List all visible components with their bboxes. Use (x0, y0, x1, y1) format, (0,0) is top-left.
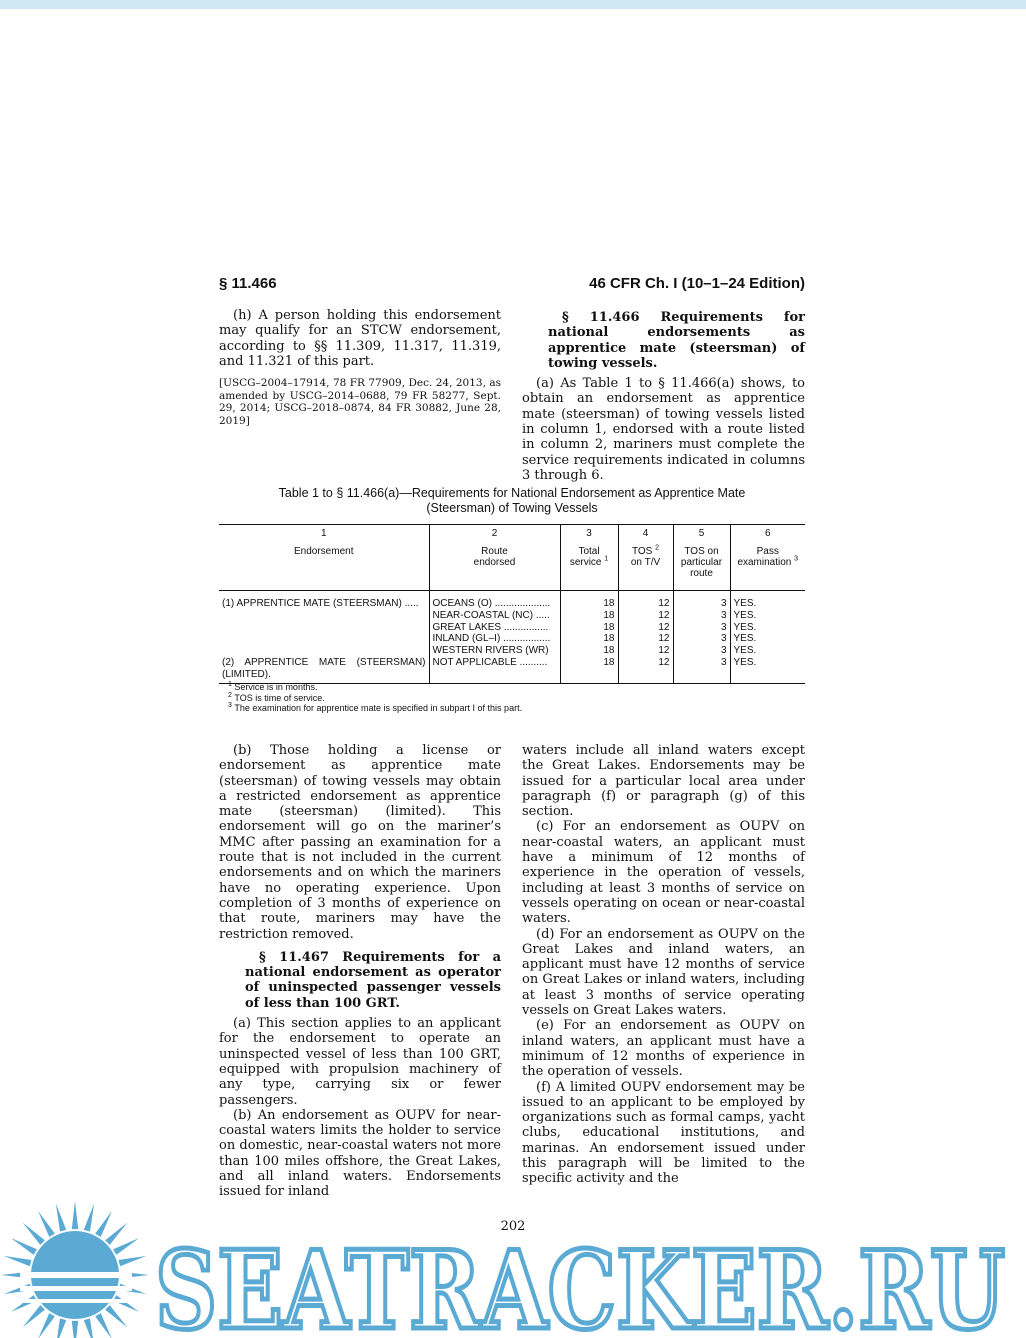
running-head-section: § 11.466 (219, 275, 277, 292)
spacer (222, 610, 426, 622)
top-bar (0, 0, 1026, 9)
sun-icon (1, 1201, 149, 1338)
exam-cell (730, 591, 805, 684)
sun-ray (56, 1204, 66, 1232)
route: OCEANS (O) .................... (432, 598, 551, 609)
exam: YES. (733, 633, 757, 645)
tos-tv-cell (618, 591, 673, 684)
exam: YES. (733, 621, 757, 633)
citation: [USCG–2004–17914, 78 FR 77909, Dec. 24, 2013, as amended by USCG–2014–0688, 79 FR 58277, Sept. 29, 2014; USCG–2018–0874, 84 FR 30882, June 28, 2019] (219, 377, 501, 427)
sun-ray (72, 1201, 78, 1229)
endorsement-1: (1) APPRENTICE MATE (STEERSMAN) ..... (222, 598, 419, 609)
footnote-text: The examination for apprentice mate is specified in subpart I of this part. (234, 703, 523, 713)
sun-ray (38, 1211, 55, 1237)
paragraph-b-11-466: (b) Those holding a license or endorsement as apprentice mate (steersman) of towing vessels may obtain a restricted endorsement as apprentice mate (steersman) (limited). This endorsement will go on the mariner’s MMC after passing an examination for a route that is not included in the current endorsements and on which the mariners have no operating experience. Upon completion of 3 months of experience on that route, mariners may have the restriction removed. (219, 743, 501, 942)
route: WESTERN RIVERS (WR) (432, 645, 549, 657)
total-service: 18 (603, 645, 615, 657)
footnote-text: TOS is time of service. (234, 692, 325, 703)
paragraph-a-11-467: (a) This section applies to an applicant for the endorsement to operate an uninspected vessel of less than 100 GRT, equipped with propulsion machinery of any type, carrying six or fewer passengers. (219, 1016, 501, 1108)
column-number-row (219, 525, 805, 545)
header-total-service (560, 544, 618, 591)
paragraph-f: (f) A limited OUPV endorsement may be issued to an applicant to be employed by organizations such as formal camps, yacht clubs, educational institutions, and marinas. An endorsement issued under this paragraph will be limited to the specific activity and the (522, 1079, 805, 1187)
section-heading-11-466: § 11.466 Requirements for national endorsements as apprentice mate (steersman) of towing vessels. (548, 310, 805, 371)
sun-ray (11, 1295, 37, 1312)
paragraph-c: (c) For an endorsement as OUPV on near-coastal waters, an applicant must have a minimum of 12 months of experience in the operation of vessels, including at least 3 months of service on vessels operating on ocean or near-coastal waters. (522, 819, 805, 927)
spacer (222, 622, 426, 634)
footnote-mark: 1 (228, 681, 232, 688)
continued-paragraph: waters include all inland waters except the Great Lakes. Endorsements may be issued for a particular local area under paragraph (f) or paragraph (g) of this section. (522, 743, 805, 820)
table-footnotes (228, 682, 522, 714)
section-heading-11-467: § 11.467 Requirements for a national endorsement as operator of uninspected passenger vessels of less than 100 GRT. (245, 949, 501, 1011)
tos-route: 3 (720, 609, 727, 621)
footnote (228, 693, 522, 704)
footnote-mark: 2 (228, 691, 232, 699)
total-service-cell (560, 591, 618, 684)
tos-tv: 12 (658, 598, 670, 609)
tos-route: 3 (720, 645, 727, 657)
sun-ray (23, 1223, 45, 1245)
footnote-mark: 3 (794, 555, 799, 563)
paragraph-d: (d) For an endorsement as OUPV on the Great Lakes and inland waters, an applicant must have 12 months of service on Great Lakes or inland waters, including at least 3 months of service operating vessels on Great Lakes waters. (522, 926, 805, 1019)
sun-ray (95, 1313, 112, 1338)
header-text: TOS on (684, 546, 719, 557)
spacer (222, 645, 426, 657)
paragraph-e: (e) For an endorsement as OUPV on inland waters, an applicant must have a minimum of 12 months of experience in the operation of vessels. (522, 1018, 805, 1080)
header-text: Endorsement (294, 546, 354, 557)
requirements-table (219, 524, 805, 684)
exam: YES. (733, 609, 757, 621)
route: NEAR-COASTAL (NC) ..... (432, 609, 550, 621)
upper-left-column (219, 308, 501, 427)
endorsement-cell (219, 591, 429, 684)
horizon-stripe (20, 1299, 132, 1303)
table-title (219, 486, 805, 516)
spacer (222, 633, 426, 645)
total-service: 18 (603, 598, 615, 609)
header-tos-tv (618, 544, 673, 591)
tos-tv: 12 (658, 645, 670, 657)
exam: YES. (733, 656, 757, 668)
total-service: 18 (603, 656, 615, 668)
exam: YES. (733, 645, 757, 657)
route: GREAT LAKES ................ (432, 621, 549, 633)
footnote-text: Service is in months. (234, 682, 318, 692)
sun-ray (84, 1318, 94, 1338)
sun-ray (118, 1256, 146, 1266)
route: INLAND (GL–I) ................. (432, 633, 551, 645)
paragraph-h: (h) A person holding this endorsement may qualify for an STCW endorsement, according to §§ 11.309, 11.317, 11.319, and 11.321 of this part. (219, 308, 501, 369)
sun-ray (84, 1204, 94, 1232)
header-text: Pass (756, 546, 779, 557)
exam: YES. (733, 598, 757, 609)
lower-right-column (522, 743, 805, 1187)
header-text: Total (578, 546, 600, 557)
sun-ray (23, 1305, 45, 1327)
header-text: examination (737, 557, 792, 568)
header-tos-route (673, 544, 730, 591)
upper-right-column (522, 310, 805, 483)
table-body-row (219, 591, 805, 684)
tos-route-cell (673, 591, 730, 684)
endorsement-2: (2) APPRENTICE MATE (STEERSMAN) (222, 656, 426, 668)
tos-tv: 12 (658, 656, 670, 668)
lower-left-column (219, 743, 501, 1200)
sun-ray (72, 1321, 78, 1338)
sun-ray (105, 1223, 127, 1245)
total-service: 18 (603, 621, 615, 633)
tos-route: 3 (720, 598, 727, 609)
header-text: service (569, 557, 602, 568)
column-number: 2 (429, 525, 560, 545)
tos-tv: 12 (658, 609, 670, 621)
footnote-mark: 2 (655, 544, 660, 552)
footnote (228, 703, 522, 714)
sun-ray (95, 1211, 112, 1237)
header-text (621, 546, 671, 557)
column-number: 3 (560, 525, 618, 545)
tos-tv: 12 (658, 621, 670, 633)
header-text: particular (680, 557, 723, 568)
sun-ray (56, 1318, 66, 1338)
table-title-line-1: Table 1 to § 11.466(a)—Requirements for National Endorsement as Apprentice Mate (278, 486, 746, 500)
paragraph-a: (a) As Table 1 to § 11.466(a) shows, to obtain an endorsement as apprentice mate (steersman) of towing vessels listed in column 1, endorsed with a route listed in column 2, mariners must complete the service requirements indicated in columns 3 through 6. (522, 376, 805, 483)
header-pass-exam (730, 544, 805, 591)
header-text: TOS (631, 546, 653, 557)
tos-route: 3 (720, 633, 727, 645)
running-head-title: 46 CFR Ch. I (10–1–24 Edition) (589, 275, 805, 292)
horizon-stripe (20, 1286, 132, 1291)
tos-route: 3 (720, 656, 727, 668)
column-header-row (219, 544, 805, 591)
sun-ray (105, 1305, 127, 1327)
route-cell (429, 591, 560, 684)
tos-tv: 12 (658, 633, 670, 645)
header-text: on T/V (630, 557, 661, 568)
route: NOT APPLICABLE .......... (432, 656, 548, 668)
sun-ray (4, 1256, 32, 1266)
header-text: route (690, 568, 713, 579)
footnote (228, 682, 522, 693)
header-endorsement (219, 544, 429, 591)
seatracker-watermark-logo (0, 1180, 1026, 1338)
sun-ray (11, 1238, 37, 1255)
column-number: 6 (730, 525, 805, 545)
header-text (733, 557, 804, 568)
paragraph-b-11-467: (b) An endorsement as OUPV for near-coastal waters limits the holder to service on domestic, near-coastal waters not more than 100 miles offshore, the Great Lakes, and all inland waters. Endorsements issued for inland (219, 1107, 501, 1200)
page-number: 202 (500, 1219, 526, 1234)
table-title-line-2: (Steersman) of Towing Vessels (426, 501, 598, 515)
sun-ray (38, 1313, 55, 1338)
footnote-mark: 1 (604, 555, 609, 563)
endorsement-2-cont: (LIMITED). (222, 668, 271, 680)
sun-ray (113, 1295, 139, 1312)
column-number: 5 (673, 525, 730, 545)
total-service: 18 (603, 633, 615, 645)
footnote-mark: 3 (228, 702, 232, 709)
sun-ray (113, 1238, 139, 1255)
total-service: 18 (603, 609, 615, 621)
tos-route: 3 (720, 621, 727, 633)
header-text: Route (481, 546, 508, 557)
header-text (563, 557, 616, 568)
header-route (429, 544, 560, 591)
horizon-stripe (20, 1272, 132, 1278)
column-number: 4 (618, 525, 673, 545)
column-number: 1 (219, 525, 429, 545)
header-text: endorsed (473, 557, 516, 568)
watermark-text: SEATRACKER.RU (155, 1228, 1005, 1338)
